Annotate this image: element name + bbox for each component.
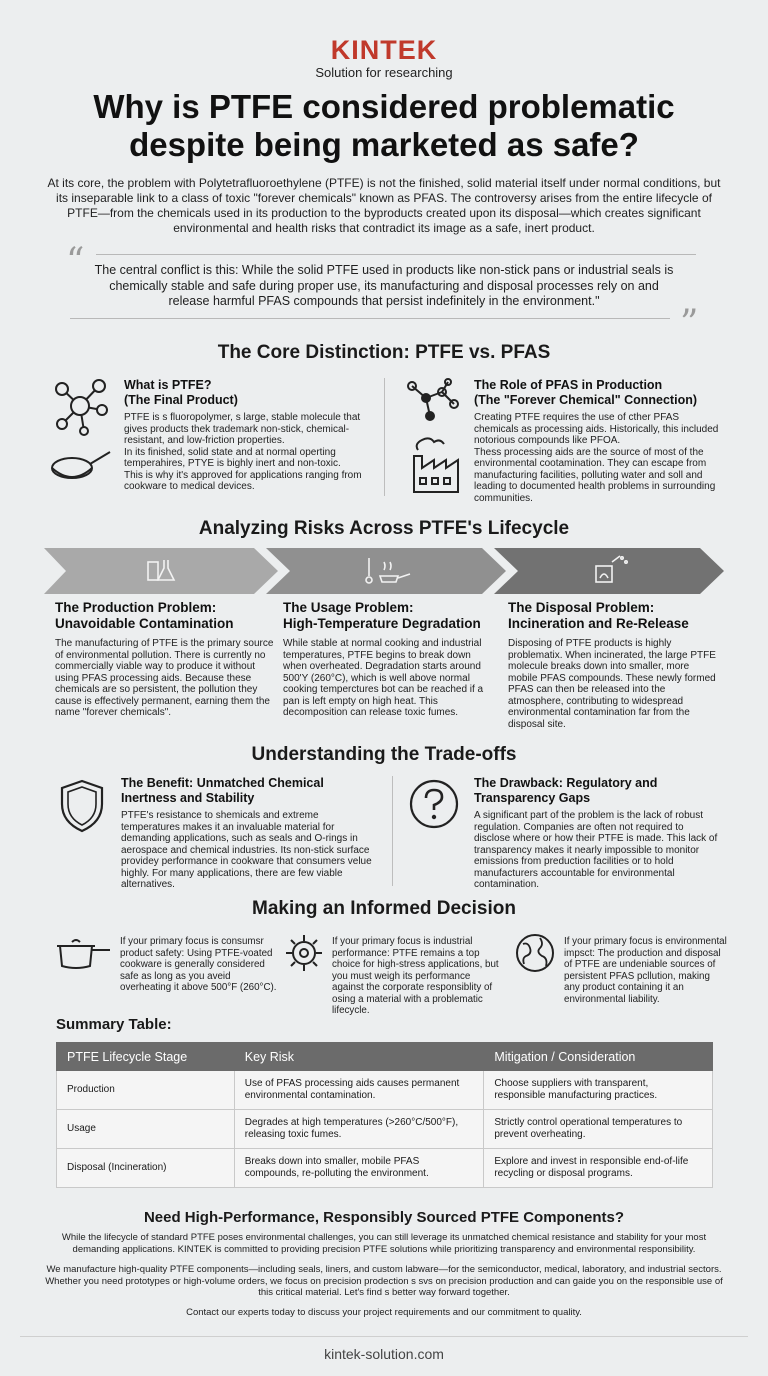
cta-paragraph-1: While the lifecycle of standard PTFE poses environmental challenges, you can still leverage its unmatched chemical resistance and stability for your most demanding applications. KINTEK is committed to providing precision PTFE solutions while prioritizing transparency and environmental responsibility. bbox=[61, 1232, 707, 1255]
disposal-arrow bbox=[494, 548, 724, 594]
ptfe-title: What is PTFE? (The Final Product) bbox=[124, 378, 238, 407]
summary-header-row bbox=[57, 1043, 713, 1071]
intro-paragraph: At its core, the problem with Polytetrafluoroethylene (PTFE) is not the finished, solid material itself under normal conditions, but its inseparable link to a class of toxic "forever chemicals" known as PFAS. The controversy arises from the entire lifecycle of PTFE—from the chemicals used in its production to the byproducts created upon its disposal—which creates significant environmental and health risks that contradict its image as a safe, inert product. bbox=[47, 176, 721, 235]
pfas-column bbox=[474, 378, 720, 504]
page-title: Why is PTFE considered problematic despite being marketed as safe? bbox=[93, 88, 675, 163]
quote-divider-bottom bbox=[70, 318, 670, 319]
molecule-icon bbox=[50, 376, 112, 438]
decision-environmental-text: If your primary focus is environmental impsct: The production and disposal of PTFE are undeniable sources of persistent PFAS pcllution, making any product containing it an environmental liability. bbox=[564, 936, 727, 1005]
table-row bbox=[57, 1110, 713, 1149]
cta-paragraph-2: We manufacture high-quality PTFE components—including seals, liners, and custom labware—for the semiconductor, medical, laboratory, and industrial sectors. Whether you need prototypes or high-volume orders, we focus on precision prodection s svs on precision production and can gaide you on the responsible use of this critical material. Let's find s better way forward together. bbox=[45, 1264, 723, 1298]
summary-label: Summary Table: bbox=[56, 1016, 172, 1033]
benefit-column bbox=[121, 776, 379, 891]
pfas-title: The Role of PFAS in Production (The "Forever Chemical" Connection) bbox=[474, 378, 697, 407]
usage-arrow bbox=[266, 548, 506, 594]
brand-logo[interactable]: KINTEK bbox=[330, 35, 438, 65]
quote-text: The central conflict is this: While the solid PTFE used in products like non-stick pans or industrial seals is chemically stable and safe during proper use, its manufacturing and disposal processes rely on and release harmful PFAS compounds that persist indefinitely in the environment." bbox=[94, 263, 674, 308]
disposal-text: Disposing of PTFE products is highly problematix. When incinerated, the large PTFE molecule breaks down into smaller, more mobile PFAS compounds. These newly formed PFAS can then be released into the atmosphere, contributing to widespread environmental contamination far from the disposal site. bbox=[508, 638, 716, 730]
footer-link[interactable]: kintek-solution.com bbox=[324, 1346, 444, 1362]
table-row bbox=[57, 1071, 713, 1110]
usage-stage bbox=[283, 600, 493, 719]
tradeoffs-heading: Understanding the Trade-offs bbox=[251, 744, 517, 765]
drawback-column bbox=[474, 776, 722, 891]
drawback-text: A significant part of the problem is the lack of robust regulation. Companies are often not required to disclose where or how their PTFE is made. This lack of transparency makes it nearly impossible to monitor emissions from preduction facilities or to hold manufacturers accountable for environmental contamination. bbox=[474, 810, 718, 890]
cell-stage: Disposal (Incineration) bbox=[57, 1149, 235, 1188]
header-risk: Key Risk bbox=[234, 1043, 484, 1071]
decision-consumer-text: If your primary focus is consumsr product safety: Using PTFE-voated cookware is generally considered safe as long as you aveid overheating it above 500°F (260°C). bbox=[120, 936, 277, 993]
cooking-pot-icon bbox=[54, 934, 112, 972]
disposal-title: The Disposal Problem: Incineration and Re-Release bbox=[508, 600, 689, 631]
frying-pan-icon bbox=[48, 446, 114, 486]
question-mark-icon bbox=[408, 778, 460, 830]
usage-title: The Usage Problem: High-Temperature Degradation bbox=[283, 600, 481, 631]
core-heading: The Core Distinction: PTFE vs. PFAS bbox=[217, 342, 551, 363]
cell-stage: Usage bbox=[57, 1110, 235, 1149]
benefit-title: The Benefit: Unmatched Chemical Inertness and Stability bbox=[121, 776, 324, 805]
cell-stage: Production bbox=[57, 1071, 235, 1110]
summary-table bbox=[56, 1042, 713, 1188]
header-mitigation: Mitigation / Consideration bbox=[484, 1043, 713, 1071]
decision-industrial-text: If your primary focus is industrial performance: PTFE remains a top choice for high-stress applications, but you must weigh its performance against the corporate responsiblity of osing a material with a problematic lifecycle. bbox=[332, 936, 499, 1016]
cell-mitigation: Explore and invest in responsible end-of-life recycling or disposal programs. bbox=[484, 1149, 713, 1188]
open-quote-icon: “ bbox=[66, 241, 85, 282]
tradeoffs-divider bbox=[392, 776, 393, 886]
cell-risk: Degrades at high temperatures (>260°C/500°F), releasing toxic fumes. bbox=[234, 1110, 484, 1149]
pfas-text: Creating PTFE requires the use of cther PFAS chemicals as processing aids. Historically, this included notorious compounds like PFOA. Thess processing aids are the source of most of the environmental cootamination. They can escape from manufacturing facilities, polluting water and soll and leading to documented health problems in surrounding communities. bbox=[474, 412, 719, 504]
production-arrow bbox=[44, 548, 278, 594]
close-quote-icon: ” bbox=[680, 303, 699, 344]
ptfe-text: PTFE is s fluoropolymer, s large, stable molecule that gives products thek trademark non-stick, chemical-resistant, and low-friction properties. In its finished, solid state and at normal operting temperahires, PTYE is bighly inert and non-toxic. This is why it's approved for applications ranging from cookware to medical devices. bbox=[124, 412, 362, 492]
lifecycle-heading: Analyzing Risks Across PTFE's Lifecycle bbox=[198, 518, 570, 539]
production-stage bbox=[55, 600, 277, 719]
decision-heading: Making an Informed Decision bbox=[252, 898, 516, 919]
globe-icon bbox=[514, 932, 556, 974]
brand-header bbox=[0, 36, 768, 80]
cta-paragraph-3: Contact our experts today to discuss your project requirements and our commitment to quality. bbox=[186, 1307, 582, 1318]
shield-icon bbox=[58, 778, 106, 834]
cta-title: Need High-Performance, Responsibly Sourced PTFE Components? bbox=[143, 1209, 625, 1226]
production-text: The manufacturing of PTFE is the primary source of environmental pollution. There is currently no commercially viable way to produce it without using PFAS processing aids. Because these chemicals are so persistent, the pollution they cause is effectively permanent, earning them the name "forever chemicals". bbox=[55, 638, 274, 718]
disposal-stage bbox=[508, 600, 720, 730]
cell-risk: Breaks down into smaller, mobile PFAS compounds, re-polluting the environment. bbox=[234, 1149, 484, 1188]
ptfe-column bbox=[124, 378, 374, 493]
lifecycle-arrows bbox=[0, 548, 768, 594]
production-title: The Production Problem: Unavoidable Contamination bbox=[55, 600, 234, 631]
footer-divider bbox=[20, 1336, 748, 1337]
cell-mitigation: Strictly control operational temperatures to prevent overheating. bbox=[484, 1110, 713, 1149]
chemical-structure-icon bbox=[404, 378, 464, 430]
header-stage: PTFE Lifecycle Stage bbox=[57, 1043, 235, 1071]
cell-mitigation: Choose suppliers with transparent, responsible manufacturing practices. bbox=[484, 1071, 713, 1110]
drawback-title: The Drawback: Regulatory and Transparency Gaps bbox=[474, 776, 658, 805]
usage-text: While stable at normal cooking and industrial temperatures, PTFE begins to break down when overheated. Degradation starts around 500'Y (260°C), which is well above normal cooking temperctures bot can be reached if a pan is left empty on high heat. This decomposition can release toxic fumes. bbox=[283, 638, 484, 718]
benefit-text: PTFE's resistance to shemicals and extreme temperatures makes it an invaluable material for demanding applications, such as seals and O-rings in aerospace and chemical industries. Its non-stick surface providey performance in cookware that consumers velue highly. For many applications, there are few viable alternatives. bbox=[121, 810, 372, 890]
factory-icon bbox=[408, 436, 464, 494]
cell-risk: Use of PFAS processing aids causes permanent environmental contamination. bbox=[234, 1071, 484, 1110]
brand-tagline: Solution for researching bbox=[315, 65, 453, 80]
quote-divider-top bbox=[96, 254, 696, 255]
core-divider bbox=[384, 378, 385, 496]
gear-icon bbox=[284, 932, 324, 974]
table-row bbox=[57, 1149, 713, 1188]
